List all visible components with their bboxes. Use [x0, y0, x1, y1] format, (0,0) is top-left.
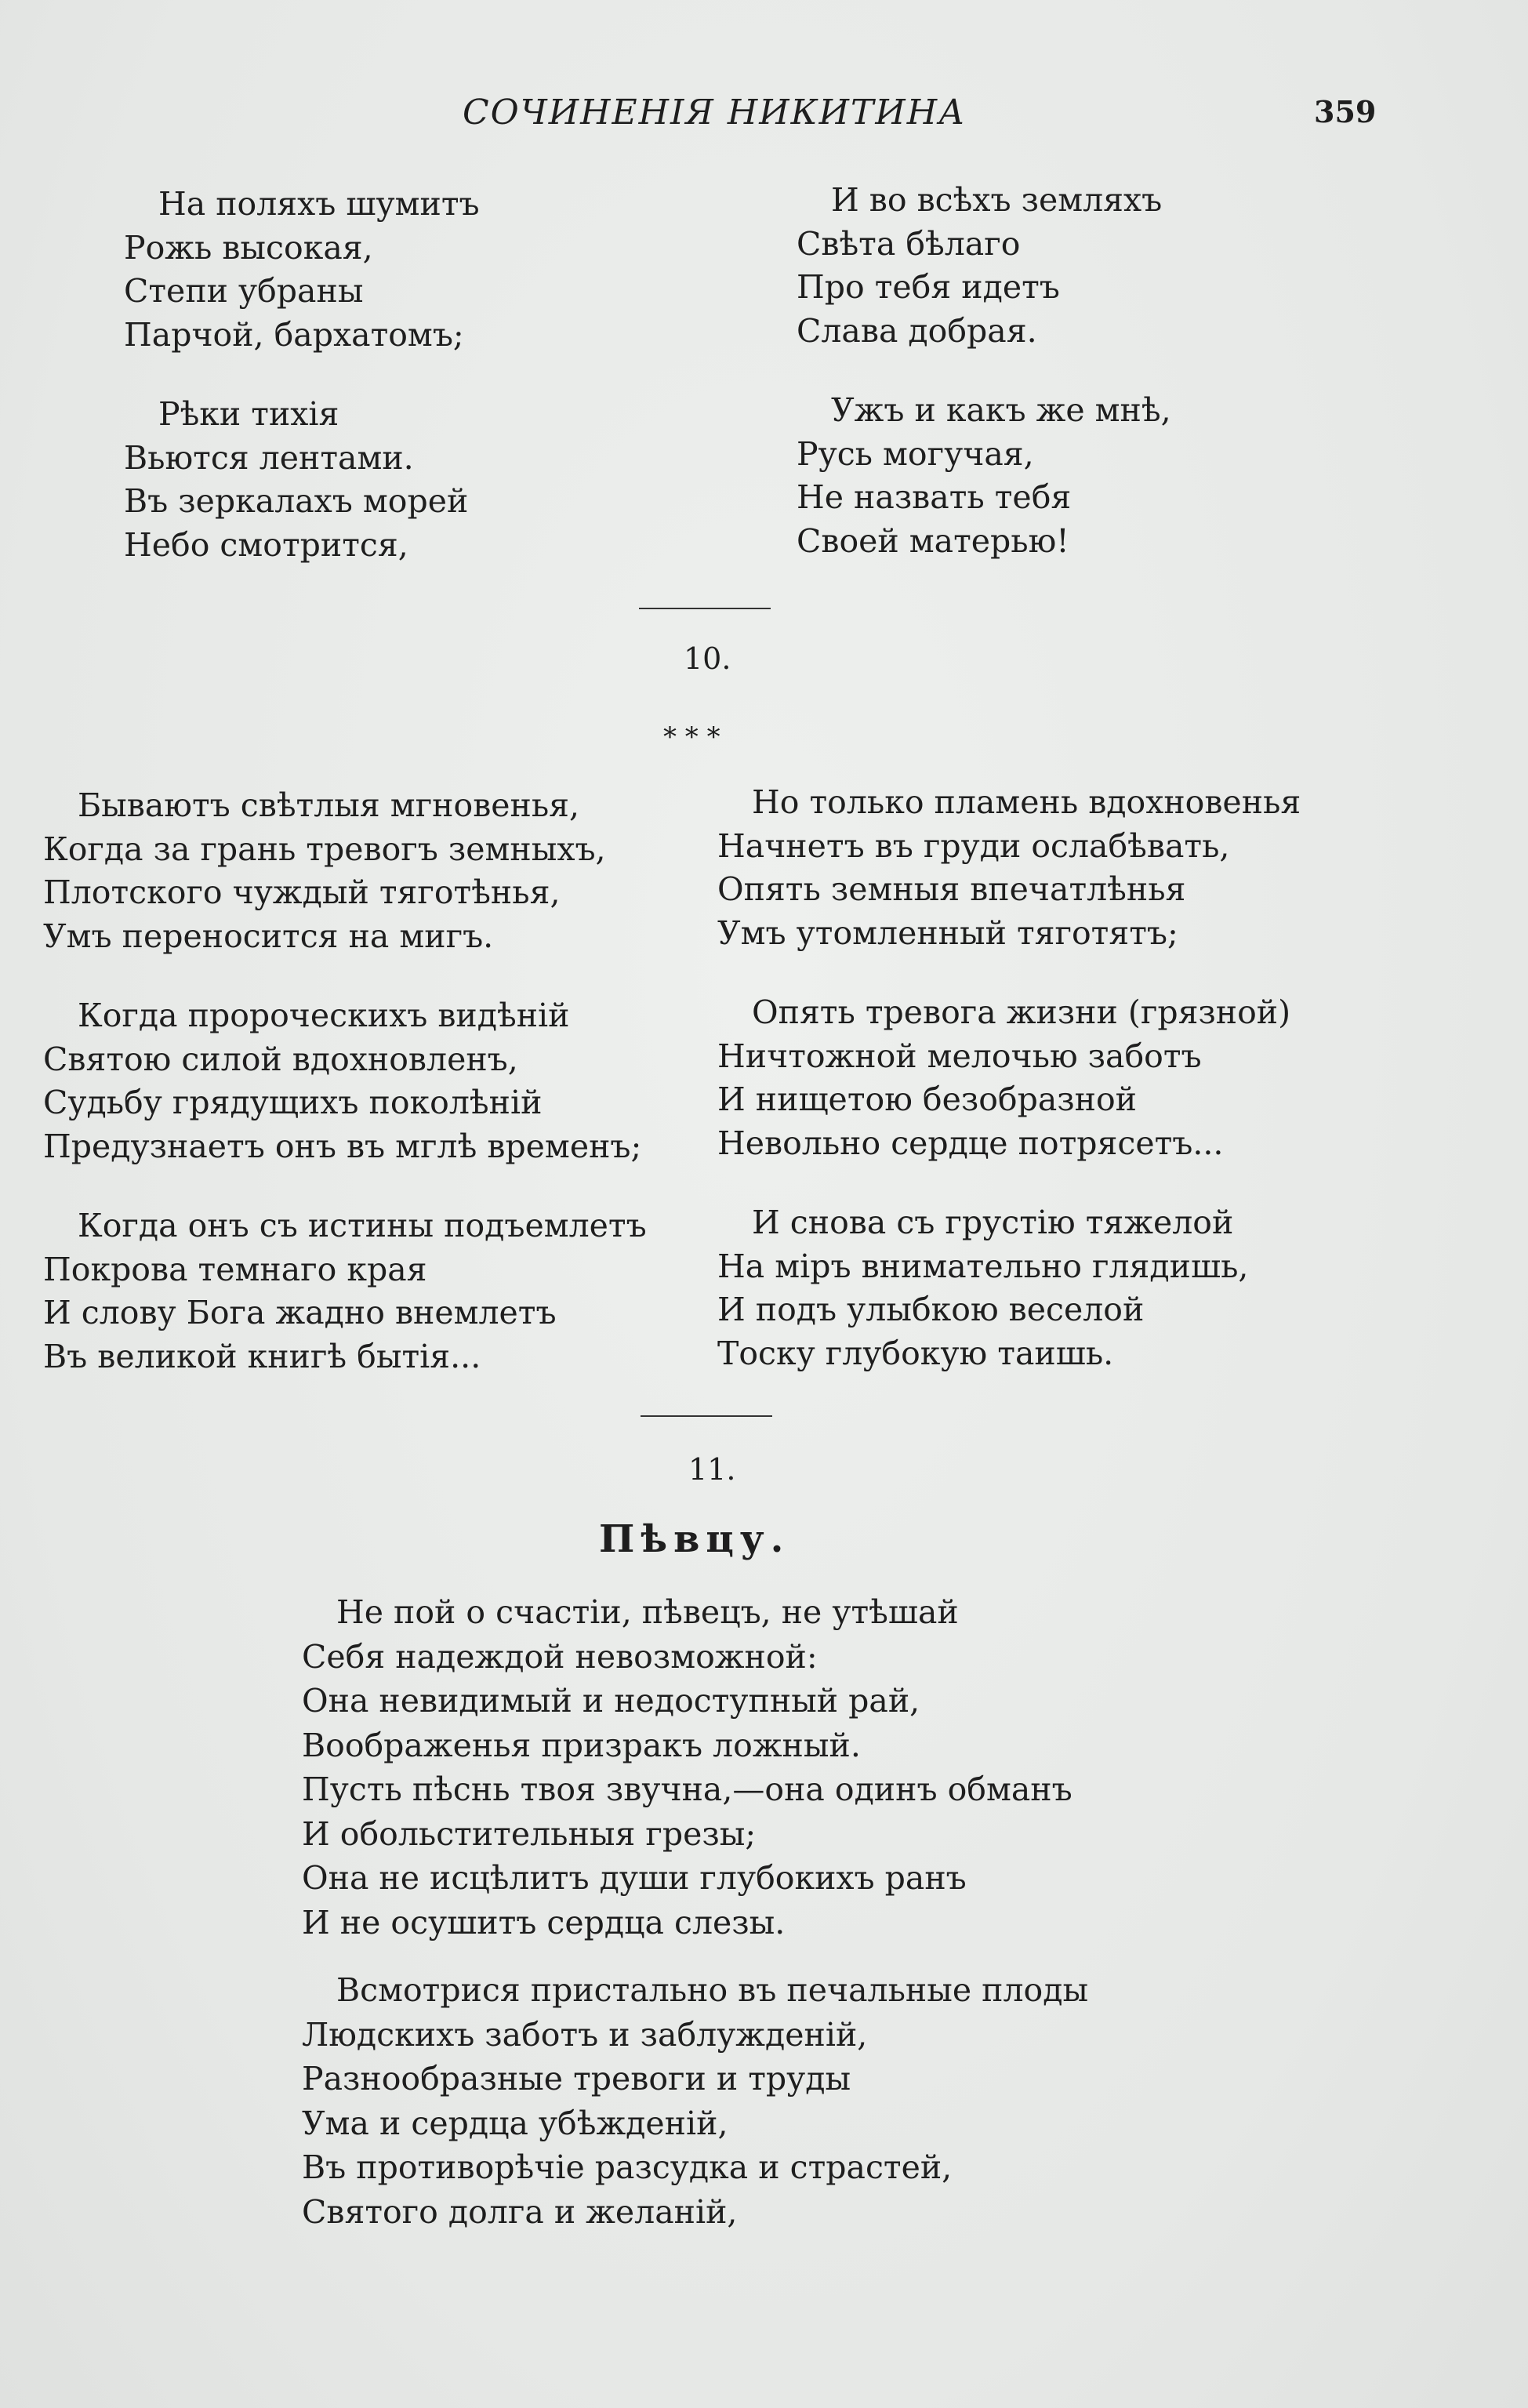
poem11-body	[302, 1590, 1088, 2234]
poem-line: Опять тревога жизни (грязной)	[752, 993, 1291, 1031]
poem-title: Пѣвцу.	[599, 1517, 790, 1561]
poem-line: Ужъ и какъ же мнѣ,	[831, 391, 1171, 429]
poem-line: Не пой о счастіи, пѣвецъ, не утѣшай	[336, 1593, 959, 1631]
poem-line: Небо смотрится,	[124, 525, 408, 564]
poem-line: На поляхъ шумитъ	[158, 185, 480, 223]
poem-line: Тоску глубокую таишь.	[717, 1334, 1114, 1372]
poem-line: На міръ внимательно глядишь,	[717, 1247, 1249, 1285]
section-number-10: 10.	[684, 641, 731, 676]
poem-line: Но только пламень вдохновенья	[752, 783, 1301, 821]
poem-line: Святою силой вдохновленъ,	[43, 1040, 518, 1078]
poem-line: Предузнаетъ онъ въ мглѣ временъ;	[43, 1127, 642, 1165]
poem10-right-column	[717, 781, 1301, 1375]
poem-line: Святого долга и желаній,	[302, 2192, 738, 2231]
poem-line: Слава добрая.	[797, 311, 1037, 350]
poem-line: Рожь высокая,	[124, 228, 373, 267]
poem-line: Начнетъ въ груди ослабѣвать,	[717, 826, 1230, 865]
poem-line: Когда за грань тревогъ земныхъ,	[43, 830, 606, 868]
poem-line: Вьются лентами.	[124, 438, 414, 477]
poem9-left-column	[124, 183, 480, 567]
section-divider	[641, 1415, 772, 1417]
poem-line: И подъ улыбкою веселой	[717, 1291, 1145, 1328]
poem-line: Не назвать тебя	[797, 478, 1072, 516]
poem-line: Въ великой книгѣ бытія...	[43, 1337, 481, 1375]
poem-line: Она невидимый и недоступный рай,	[302, 1682, 920, 1720]
poem9-right-column	[797, 179, 1171, 563]
running-title: СОЧИНЕНІЯ НИКИТИНА	[463, 93, 967, 133]
poem-line: Ничтожной мелочью заботъ	[717, 1037, 1202, 1075]
poem-line: Бываютъ свѣтлыя мгновенья,	[78, 786, 580, 824]
poem-line: Русь могучая,	[797, 434, 1034, 473]
poem-line: Опять земныя впечатлѣнья	[717, 870, 1186, 908]
poem-line: Умъ переносится на мигъ.	[43, 917, 494, 955]
section-number-11: 11.	[688, 1452, 736, 1487]
poem-line: И обольстительныя грезы;	[302, 1814, 757, 1853]
poem-line: Себя надеждой невозможной:	[302, 1637, 818, 1676]
poem-line: Людскихъ заботъ и заблужденій,	[302, 2015, 868, 2054]
poem-line: Въ противорѣчіе разсудка и страстей,	[302, 2148, 953, 2186]
page-number: 359	[1314, 94, 1377, 129]
poem-line: Покрова темнаго края	[43, 1250, 427, 1288]
poem-line: И слову Бога жадно внемлетъ	[43, 1294, 557, 1331]
poem-line: Плотского чуждый тяготѣнья,	[43, 873, 561, 911]
poem-line: Степи убраны	[124, 272, 364, 310]
poem-line: И не осушитъ сердца слезы.	[302, 1903, 786, 1941]
poem-line: И снова съ грустію тяжелой	[752, 1204, 1234, 1241]
poem-line: Она не исцѣлитъ души глубокихъ ранъ	[302, 1859, 967, 1897]
poem-line: Разнообразные тревоги и труды	[302, 2060, 851, 2097]
poem-line: Рѣки тихія	[158, 395, 339, 433]
asterism: * * *	[663, 721, 720, 753]
poem-line: Всмотрися пристально въ печальные плоды	[336, 1971, 1089, 2009]
poem-line: Про тебя идетъ	[797, 268, 1060, 306]
poem-line: Свѣта бѣлаго	[797, 224, 1021, 263]
poem-line: Въ зеркалахъ морей	[124, 482, 469, 520]
poem10-left-column	[43, 784, 647, 1378]
poem-line: Ума и сердца убѣжденій,	[302, 2104, 728, 2142]
poem-line: Пусть пѣснь твоя звучна,—она одинъ обманъ	[302, 1771, 1073, 1808]
poem-line: Когда онъ съ истины подъемлетъ	[78, 1207, 647, 1244]
poem-line: И нищетою безобразной	[717, 1081, 1137, 1118]
poem-line: Невольно сердце потрясетъ...	[717, 1124, 1224, 1162]
poem-line: И во всѣхъ земляхъ	[831, 181, 1163, 219]
poem-line: Судьбу грядущихъ поколѣній	[43, 1084, 543, 1121]
poem-line: Своей матерью!	[797, 521, 1069, 560]
poem-line: Когда пророческихъ видѣній	[78, 997, 570, 1034]
section-divider	[639, 608, 771, 609]
poem-line: Воображенья призракъ ложный.	[302, 1726, 861, 1764]
poem-line: Умъ утомленный тяготятъ;	[717, 913, 1178, 952]
poem-line: Парчой, бархатомъ;	[124, 315, 464, 354]
